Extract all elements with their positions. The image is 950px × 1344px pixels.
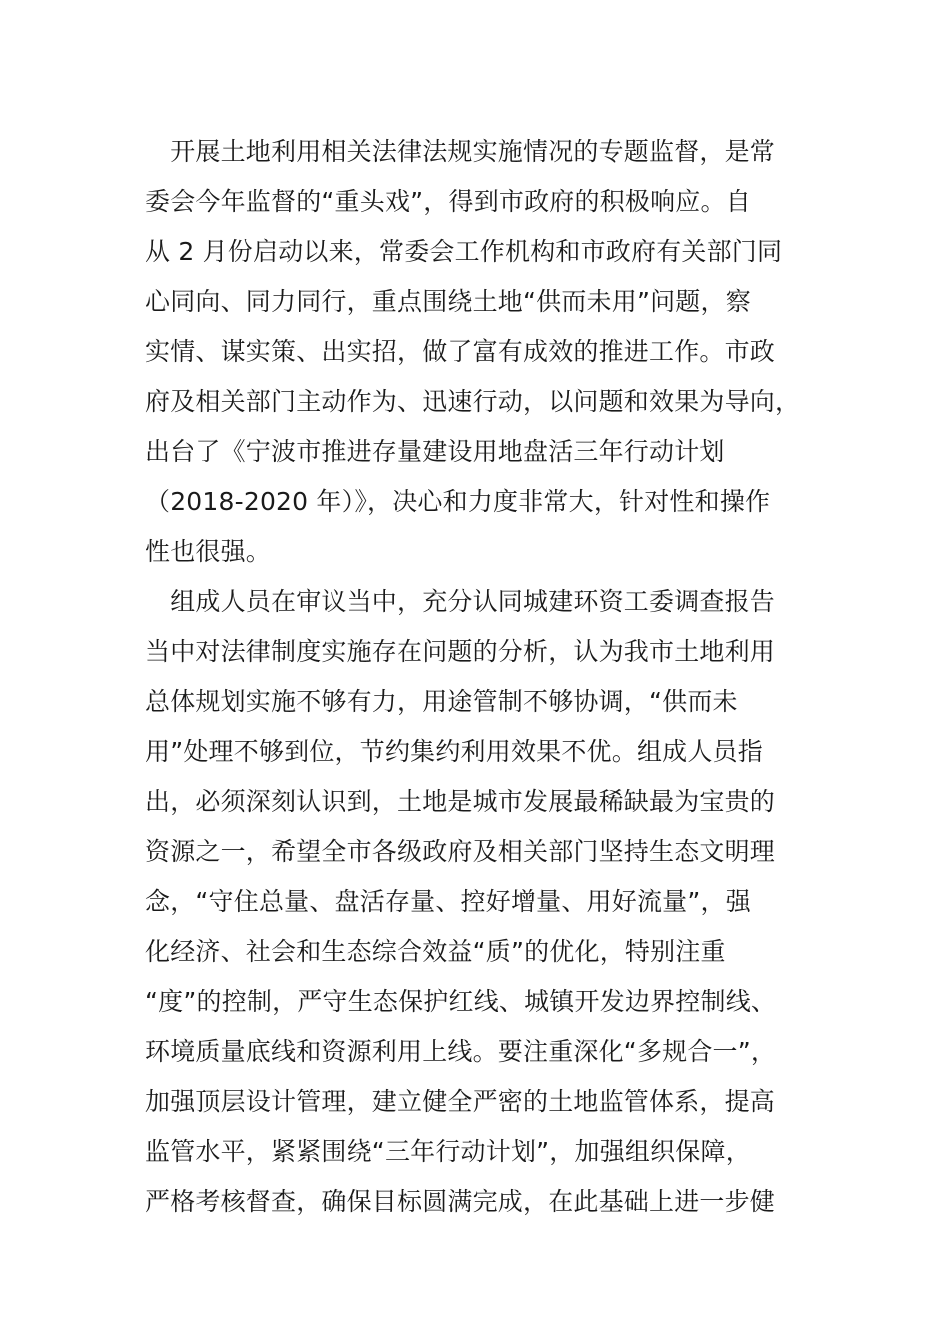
paragraph-1 (145, 127, 825, 577)
text-line: 出，必须深刻认识到，土地是城市发展最稀缺最为宝贵的 (145, 787, 776, 816)
text-line: 总体规划实施不够有力，用途管制不够协调，“供而未 (145, 687, 738, 716)
text-line: 念，“守住总量、盘活存量、控好增量、用好流量”，强 (145, 887, 751, 916)
text-line: 府及相关部门主动作为、迅速行动，以问题和效果为导向， (145, 387, 801, 416)
text-line: 组成人员在审议当中，充分认同城建环资工委调查报告 (145, 587, 776, 616)
text-line: 环境质量底线和资源利用上线。要注重深化“多规合一”， (145, 1037, 777, 1066)
text-line: （2018-2020 年）》，决心和力度非常大，针对性和操作 (145, 487, 771, 516)
text-line: 实情、谋实策、出实招，做了富有成效的推进工作。市政 (145, 337, 776, 366)
text-line: 用”处理不够到位，节约集约利用效果不优。组成人员指 (145, 737, 763, 766)
text-line: 当中对法律制度实施存在问题的分析，认为我市土地利用 (145, 637, 776, 666)
text-line: 资源之一，希望全市各级政府及相关部门坚持生态文明理 (145, 837, 776, 866)
text-line: 委会今年监督的“重头戏”，得到市政府的积极响应。自 (145, 187, 751, 216)
text-line: 从 2 月份启动以来，常委会工作机构和市政府有关部门同 (145, 237, 783, 266)
text-line: 监管水平，紧紧围绕“三年行动计划”，加强组织保障， (145, 1137, 751, 1166)
paragraph-2 (145, 577, 825, 1227)
text-line: “度”的控制，严守生态保护红线、城镇开发边界控制线、 (145, 987, 777, 1016)
text-line: 加强顶层设计管理，建立健全严密的土地监管体系，提高 (145, 1087, 776, 1116)
text-line: 开展土地利用相关法律法规实施情况的专题监督，是常 (145, 137, 776, 166)
text-line: 心同向、同力同行，重点围绕土地“供而未用”问题，察 (145, 287, 751, 316)
text-line: 严格考核督查，确保目标圆满完成，在此基础上进一步健 (145, 1187, 776, 1216)
text-line: 出台了《宁波市推进存量建设用地盘活三年行动计划 (145, 437, 725, 466)
document-body (145, 127, 825, 1227)
text-line: 化经济、社会和生态综合效益“质”的优化，特别注重 (145, 937, 726, 966)
text-line: 性也很强。 (145, 537, 272, 566)
